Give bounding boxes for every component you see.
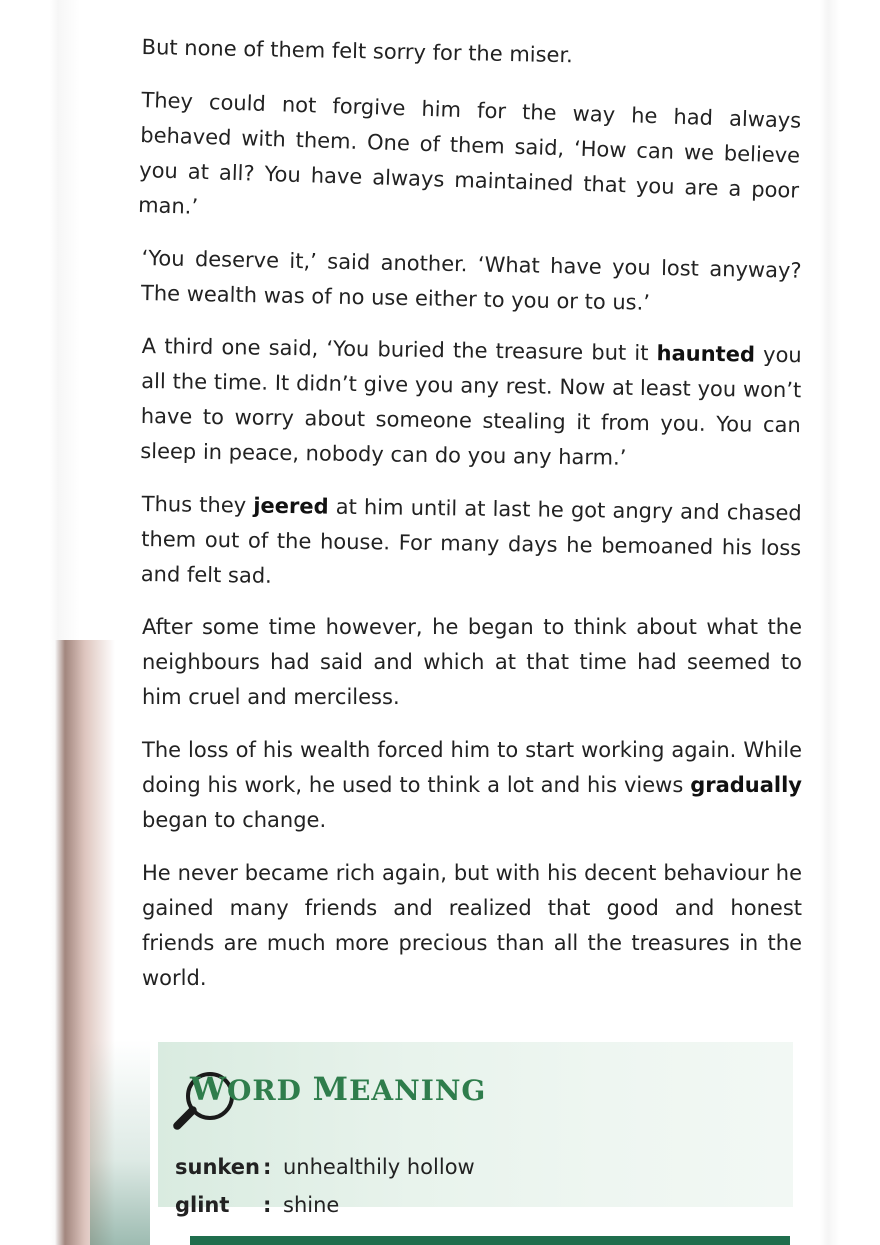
- separator: :: [263, 1155, 272, 1179]
- paragraph-6: After some time however, he began to think about what the neighbours had said and which at that time had seemed to him cruel and merciless.: [142, 615, 802, 709]
- term: sunken: [175, 1155, 260, 1179]
- paragraph-4-text-a: A third one said, ‘You buried the treasure but it: [141, 333, 657, 366]
- heading-initial-w: W: [190, 1070, 227, 1108]
- heading-initial-m: M: [312, 1070, 350, 1108]
- paragraph-2: They could not forgive him for the way he had always behaved with them. One of them said, ‘How can we believe you at all? You have always maintained that you are a poor man.’: [137, 87, 802, 219]
- paragraph-1: But none of them felt sorry for the miser.: [141, 34, 574, 68]
- book-binding-tint: [90, 1040, 150, 1245]
- heading-part-2: EANING: [349, 1074, 487, 1107]
- paragraph-7-text-a: The loss of his wealth forced him to start working again. While doing his work, he used to think a lot and his views: [142, 738, 802, 797]
- paragraph-5: [141, 487, 802, 601]
- footer-band: [190, 1236, 790, 1245]
- term: glint: [175, 1193, 230, 1217]
- paragraph-7: [142, 733, 802, 838]
- page-edge: [820, 0, 880, 1245]
- paragraph-3: ‘You deserve it,’ said another. ‘What have you lost anyway? The wealth was of no use either to you or to us.’: [140, 245, 802, 315]
- word-meaning-heading: [190, 1070, 486, 1108]
- word-meaning-entry: [175, 1148, 475, 1186]
- heading-part-1: ORD: [226, 1074, 313, 1107]
- definition: unhealthily hollow: [283, 1155, 475, 1179]
- paragraph-5-text-b: at him until at last he got angry and chased them out of the house. For many days he bemoaned his loss and felt sad.: [140, 494, 802, 588]
- separator: :: [263, 1193, 272, 1217]
- vocab-gradually: gradually: [690, 773, 802, 797]
- paragraph-4: [140, 329, 802, 478]
- word-meaning-list: [175, 1148, 475, 1224]
- definition: shine: [283, 1193, 340, 1217]
- paragraph-5-text-a: Thus they: [141, 491, 254, 518]
- word-meaning-entry: [175, 1186, 475, 1224]
- paragraph-7-text-b: began to change.: [142, 808, 327, 832]
- vocab-jeered: jeered: [253, 493, 329, 519]
- vocab-haunted: haunted: [656, 341, 756, 367]
- paragraph-4-text-b: you all the time. It didn’t give you any rest. Now at least you won’t have to worry about someone stealing it from you. You can sleep in peace, nobody can do you any harm.’: [140, 342, 802, 470]
- paragraph-8: He never became rich again, but with his decent behaviour he gained many friends and realized that good and honest friends are much more precious than all the treasures in the world.: [142, 861, 802, 990]
